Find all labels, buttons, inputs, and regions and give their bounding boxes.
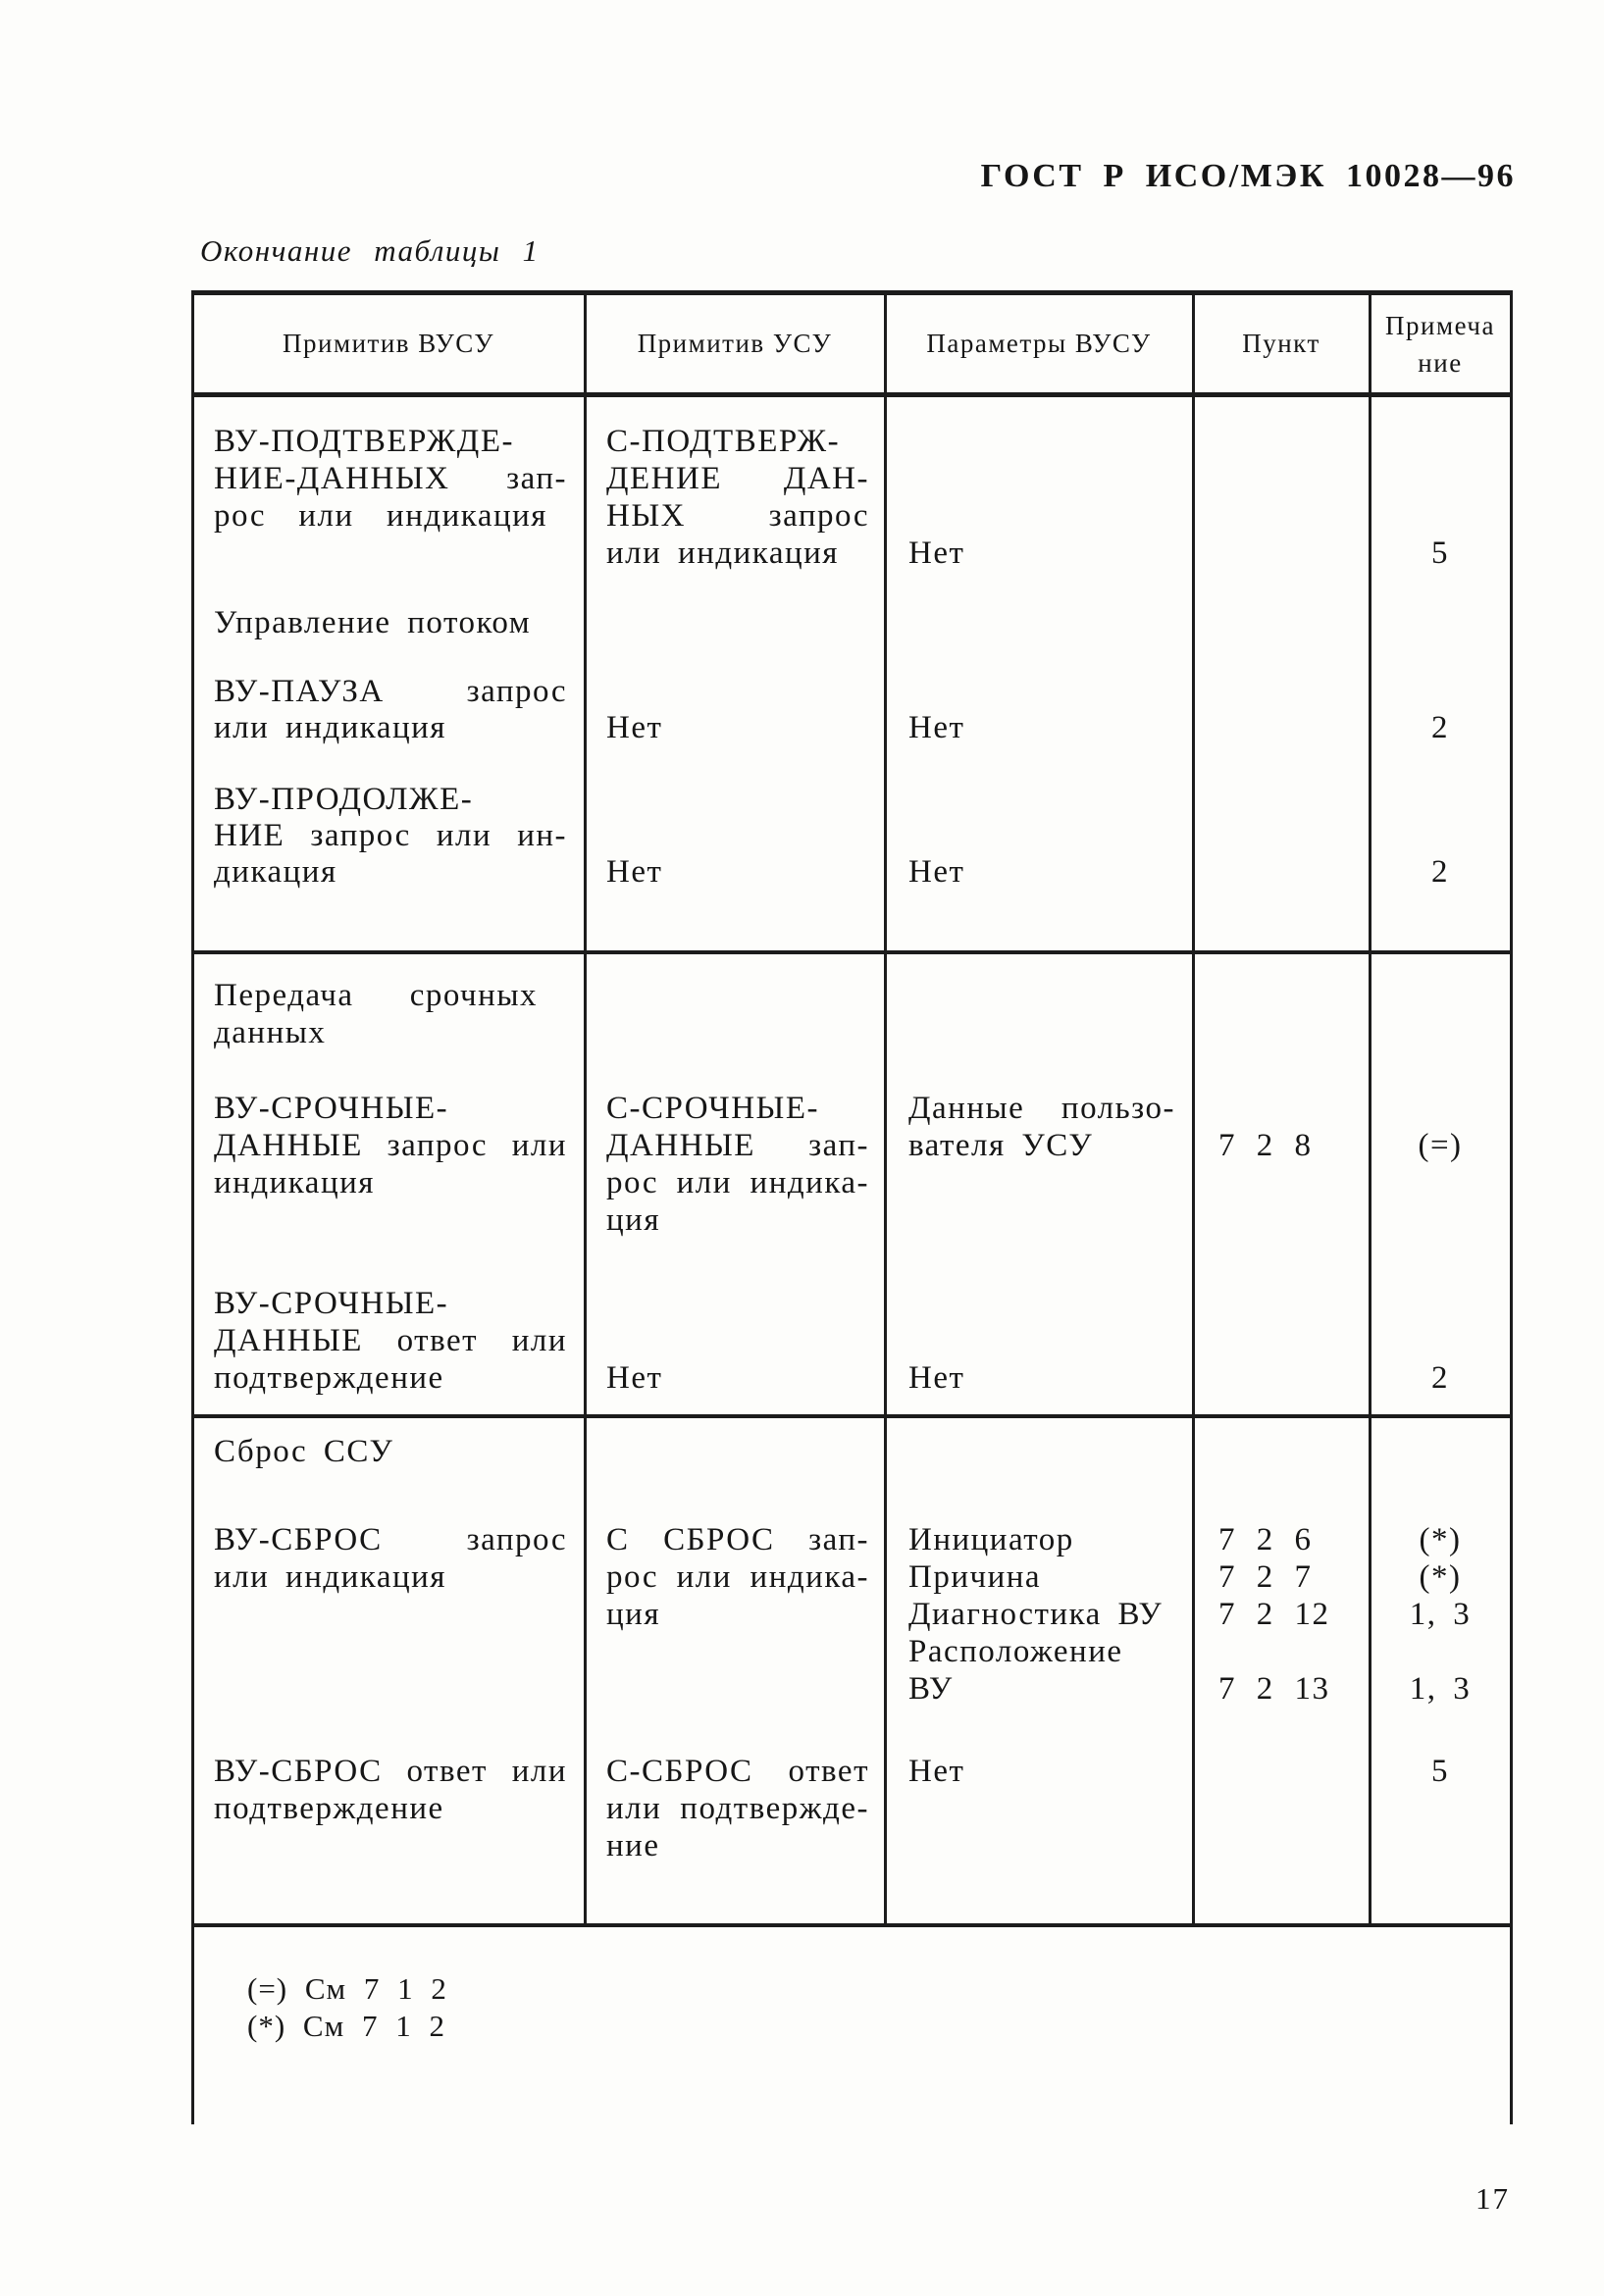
- footnote-rule: [191, 1923, 1513, 1927]
- table-cell-line: или подтвержде-: [606, 1791, 869, 1826]
- table-footnote-asterisk: (*) См 7 1 2: [247, 2009, 445, 2043]
- table-cell-line: дикация: [214, 854, 337, 890]
- table-cell-line: Нет: [908, 1360, 965, 1396]
- table-cell-line: Нет: [606, 854, 663, 890]
- table-cell-line: С-ПОДТВЕРЖ-: [606, 424, 841, 459]
- table-cell-line: ция: [606, 1202, 660, 1238]
- table-cell-line: Нет: [606, 710, 663, 745]
- table-cell-line: или индикация: [214, 1559, 446, 1595]
- table-cell-line: НИЕ-ДАННЫХ зап-: [214, 461, 567, 496]
- standard-reference: ГОСТ Р ИСО/МЭК 10028—96: [980, 158, 1516, 194]
- table-header-rule: [191, 392, 1513, 397]
- table-cell-line: ДАННЫЕ зап-: [606, 1128, 869, 1163]
- header-cell-punkt: Пункт: [1242, 329, 1320, 358]
- table-cell-line: ВУ-ПОДТВЕРЖДЕ-: [214, 424, 514, 459]
- table-cell-line: вателя УСУ: [908, 1128, 1094, 1163]
- table-cell-line: Причина: [908, 1559, 1042, 1595]
- table-cell-line: индикация: [214, 1165, 375, 1200]
- table-cell-line: подтверждение: [214, 1360, 444, 1396]
- table-cell-line: С-СБРОС ответ: [606, 1754, 869, 1789]
- table-cell-line: Нет: [908, 854, 965, 890]
- table-cell-line: НЫХ запрос: [606, 498, 869, 534]
- table-cell-note: 5: [1431, 1754, 1449, 1789]
- header-cell-primitiv-vusu: Примитив ВУСУ: [283, 329, 494, 358]
- table-cell-note: 2: [1431, 854, 1449, 890]
- table-caption: Окончание таблицы 1: [200, 233, 540, 268]
- table-cell-line: С-СРОЧНЫЕ-: [606, 1091, 819, 1126]
- table-cell-note: (*): [1419, 1522, 1462, 1557]
- table-cell-line: Нет: [908, 536, 965, 571]
- table-cell-line: ВУ: [908, 1671, 954, 1707]
- table-footnote-equals: (=) См 7 1 2: [247, 1971, 447, 2006]
- table-cell-line: рос или индикация: [214, 498, 547, 534]
- section-rule-2: [191, 1414, 1513, 1418]
- table-cell-line: Сброс ССУ: [214, 1434, 394, 1469]
- column-divider-3: [1192, 292, 1195, 1927]
- table-cell-line: ция: [606, 1597, 660, 1632]
- header-cell-parametry-vusu: Параметры ВУСУ: [926, 329, 1152, 358]
- column-divider-2: [884, 292, 887, 1927]
- table-cell-line: или индикация: [214, 710, 446, 745]
- header-cell-primechanie-line2: ние: [1418, 348, 1463, 378]
- table-cell-line: Нет: [908, 710, 965, 745]
- table-cell-line: подтверждение: [214, 1791, 444, 1826]
- table-cell-line: ВУ-СБРОС запрос: [214, 1522, 567, 1557]
- table-border-left: [191, 292, 194, 2124]
- table-cell-note: (=): [1418, 1128, 1463, 1163]
- table-cell-line: ние: [606, 1828, 660, 1863]
- table-cell-line: Инициатор: [908, 1522, 1074, 1557]
- table-cell-line: рос или индика-: [606, 1165, 869, 1200]
- table-cell-clause: 7 2 13: [1218, 1671, 1330, 1707]
- table-cell-note: 1, 3: [1409, 1671, 1472, 1707]
- section-rule-1: [191, 950, 1513, 954]
- table-cell-line: рос или индика-: [606, 1559, 869, 1595]
- table-cell-note: (*): [1419, 1559, 1462, 1595]
- table-cell-line: ВУ-СРОЧНЫЕ-: [214, 1091, 449, 1126]
- table-cell-line: ДАННЫЕ запрос или: [214, 1128, 567, 1163]
- table-cell-line: Диагностика ВУ: [908, 1597, 1164, 1632]
- table-cell-note: 2: [1431, 710, 1449, 745]
- table-cell-line: НИЕ запрос или ин-: [214, 818, 567, 853]
- table-cell-note: 5: [1431, 536, 1449, 571]
- table-cell-line: Расположение: [908, 1634, 1123, 1669]
- table-cell-line: ВУ-ПАУЗА запрос: [214, 674, 567, 709]
- table-cell-line: Данные пользо-: [908, 1091, 1175, 1126]
- table-cell-line: данных: [214, 1015, 327, 1050]
- table-cell-line: Нет: [606, 1360, 663, 1396]
- header-cell-primitiv-usu: Примитив УСУ: [637, 329, 833, 358]
- table-cell-line: ВУ-ПРОДОЛЖЕ-: [214, 782, 474, 817]
- table-cell-clause: 7 2 8: [1218, 1128, 1313, 1163]
- table-cell-note: 1, 3: [1409, 1597, 1472, 1632]
- table-cell-line: или индикация: [606, 536, 839, 571]
- table-cell-line: ВУ-СРОЧНЫЕ-: [214, 1286, 449, 1321]
- table-cell-clause: 7 2 7: [1218, 1559, 1313, 1595]
- table-cell-line: С СБРОС зап-: [606, 1522, 869, 1557]
- table-cell-line: Управление потоком: [214, 605, 532, 640]
- header-cell-primechanie-line1: Примеча: [1385, 311, 1495, 340]
- page-number: 17: [1475, 2181, 1510, 2216]
- table-cell-line: ДЕНИЕ ДАН-: [606, 461, 869, 496]
- table-cell-clause: 7 2 12: [1218, 1597, 1330, 1632]
- table-cell-line: ВУ-СБРОС ответ или: [214, 1754, 567, 1789]
- column-divider-1: [584, 292, 587, 1927]
- table-cell-line: ДАННЫЕ ответ или: [214, 1323, 567, 1358]
- table-cell-note: 2: [1431, 1360, 1449, 1396]
- table-cell-line: Нет: [908, 1754, 965, 1789]
- table-cell-line: Передача срочных: [214, 978, 538, 1013]
- table-cell-clause: 7 2 6: [1218, 1522, 1313, 1557]
- table-border-top: [191, 290, 1513, 295]
